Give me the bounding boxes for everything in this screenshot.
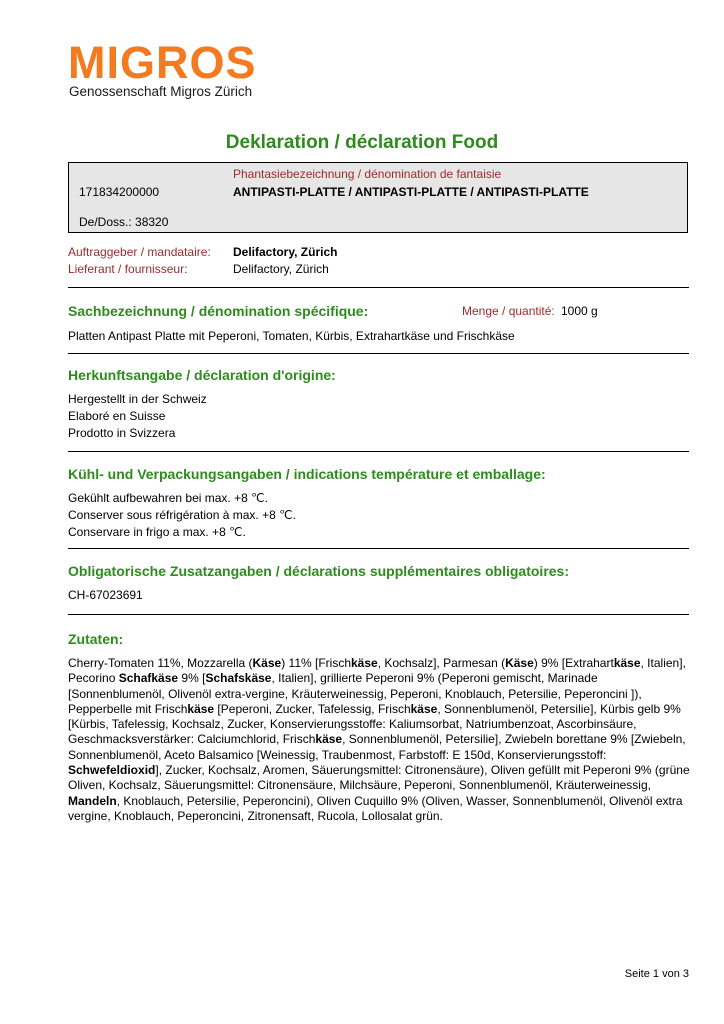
allergen: käse bbox=[187, 701, 215, 716]
allergen: käse bbox=[315, 732, 343, 747]
mandatory-heading: Obligatorische Zusatzangaben / déclarations supplémentaires obligatoires: bbox=[68, 563, 570, 579]
ingredient-text: , Sonnenblumenöl, Petersilie], Kürbis gelb 9% [Kürbis, Tafelessig, Kochsalz, Zucker, Konservierungsstoffe: Kaliumsorbat, Natriumbenzoat, Ascorbinsäure, Geschmacksverstärker: Calciumchlorid, Frisch bbox=[68, 701, 681, 747]
allergen: Schafkäse bbox=[118, 671, 179, 686]
mandator-value: Delifactory, Zürich bbox=[233, 245, 338, 259]
divider bbox=[68, 353, 689, 354]
ingredient-text: , Italien], grillierte Peperoni 9% (Peperoni gemischt, Marinade [Sonnenblumenöl, Olivenöl extra-vergine, Kräuterweinessig, Peperoni, Knoblauch, Petersilie, Peperoncini ]), Pepperbelle mit Frisch bbox=[68, 671, 642, 716]
mandator-label: Auftraggeber / mandataire: bbox=[68, 245, 211, 259]
logo-subtitle: Genossenschaft Migros Zürich bbox=[69, 84, 253, 99]
storage-lines bbox=[68, 490, 693, 541]
allergen: käse bbox=[410, 701, 438, 716]
storage-heading: Kühl- und Verpackungsangaben / indications température et emballage: bbox=[68, 466, 546, 482]
divider bbox=[68, 548, 689, 549]
allergen: Schafskäse bbox=[205, 671, 272, 686]
quantity-label: Menge / quantité: bbox=[462, 304, 555, 318]
allergen: Käse bbox=[505, 656, 534, 670]
page-title: Deklaration / déclaration Food bbox=[225, 132, 499, 153]
ingredient-text: ], Zucker, Kochsalz, Aromen, Säuerungsmittel: Citronensäure), Oliven gefüllt mit Peperoni 9% (grüne Oliven, Kochsalz, Säuerungsmittel: Citronensäure, Milchsäure, Peperoni, Sonnenblumenöl, Kräuterweinessig, bbox=[68, 763, 690, 793]
allergen: Käse bbox=[252, 656, 282, 670]
divider bbox=[68, 451, 689, 452]
fantasy-name-label: Phantasiebezeichnung / dénomination de fantaisie bbox=[233, 167, 502, 181]
article-number: 171834200000 bbox=[79, 185, 160, 199]
mandatory-text: CH-67023691 bbox=[68, 588, 143, 602]
origin-line: Elaboré en Suisse bbox=[68, 409, 166, 423]
ingredient-text: 9% [ bbox=[178, 671, 206, 686]
origin-line: Hergestellt in der Schweiz bbox=[68, 392, 207, 406]
ingredient-text: ) 11% [Frisch bbox=[281, 656, 351, 670]
specific-name-text: Platten Antipast Platte mit Peperoni, Tomaten, Kürbis, Extrahartkäse und Frischkäse bbox=[68, 329, 515, 343]
allergen: Schwefeldioxid bbox=[68, 763, 156, 778]
ingredient-text: ) 9% [Extrahart bbox=[533, 656, 614, 670]
supplier-label: Lieferant / fournisseur: bbox=[68, 262, 188, 276]
ingredient-text: , Kochsalz], Parmesan ( bbox=[377, 656, 506, 670]
ingredient-text: , Sonnenblumenöl, Petersilie], Zwiebeln borettane 9% [Zwiebeln, Sonnenblumenöl, Aceto Balsamico [Weinessig, Traubenmost, Farbstoff: E 150d, Konservierungsstoff: bbox=[68, 732, 686, 762]
origin-line: Prodotto in Svizzera bbox=[68, 426, 176, 440]
supplier-value: Delifactory, Zürich bbox=[233, 262, 329, 276]
ingredient-text: , Italien], Pecorino bbox=[68, 656, 686, 686]
migros-logo: MIGROS bbox=[68, 37, 257, 88]
ingredients-text bbox=[68, 656, 693, 824]
ingredient-text: Cherry-Tomaten 11%, Mozzarella ( bbox=[68, 656, 253, 670]
ingredient-text: [Peperoni, Zucker, Tafelessig, Frisch bbox=[214, 701, 411, 716]
specific-name-heading: Sachbezeichnung / dénomination spécifique: bbox=[68, 303, 369, 319]
page-number: Seite 1 von 3 bbox=[624, 968, 689, 980]
fantasy-name-value: ANTIPASTI-PLATTE / ANTIPASTI-PLATTE / ANTIPASTI-PLATTE bbox=[233, 185, 589, 199]
allergen: käse bbox=[613, 656, 641, 670]
origin-heading: Herkunftsangabe / déclaration d'origine: bbox=[68, 367, 336, 383]
storage-line: Conservare in frigo a max. +8 ℃. bbox=[68, 525, 246, 539]
allergen: Mandeln bbox=[68, 793, 117, 808]
divider bbox=[68, 287, 689, 288]
storage-line: Gekühlt aufbewahren bei max. +8 ℃. bbox=[68, 491, 268, 505]
origin-lines bbox=[68, 391, 693, 442]
storage-line: Conserver sous réfrigération à max. +8 ℃. bbox=[68, 508, 296, 522]
dossier-number: De/Doss.: 38320 bbox=[79, 215, 169, 229]
divider bbox=[68, 614, 689, 615]
ingredients-heading: Zutaten: bbox=[68, 631, 124, 647]
quantity-value: 1000 g bbox=[561, 304, 598, 318]
ingredient-text: , Knoblauch, Petersilie, Peperoncini), Oliven Cuquillo 9% (Oliven, Wasser, Sonnenblumenöl, Olivenöl extra vergine, Knoblauch, Peperoncini, Zitronensaft, Rucola, Lollosalat grün. bbox=[68, 793, 683, 823]
allergen: käse bbox=[351, 656, 378, 670]
